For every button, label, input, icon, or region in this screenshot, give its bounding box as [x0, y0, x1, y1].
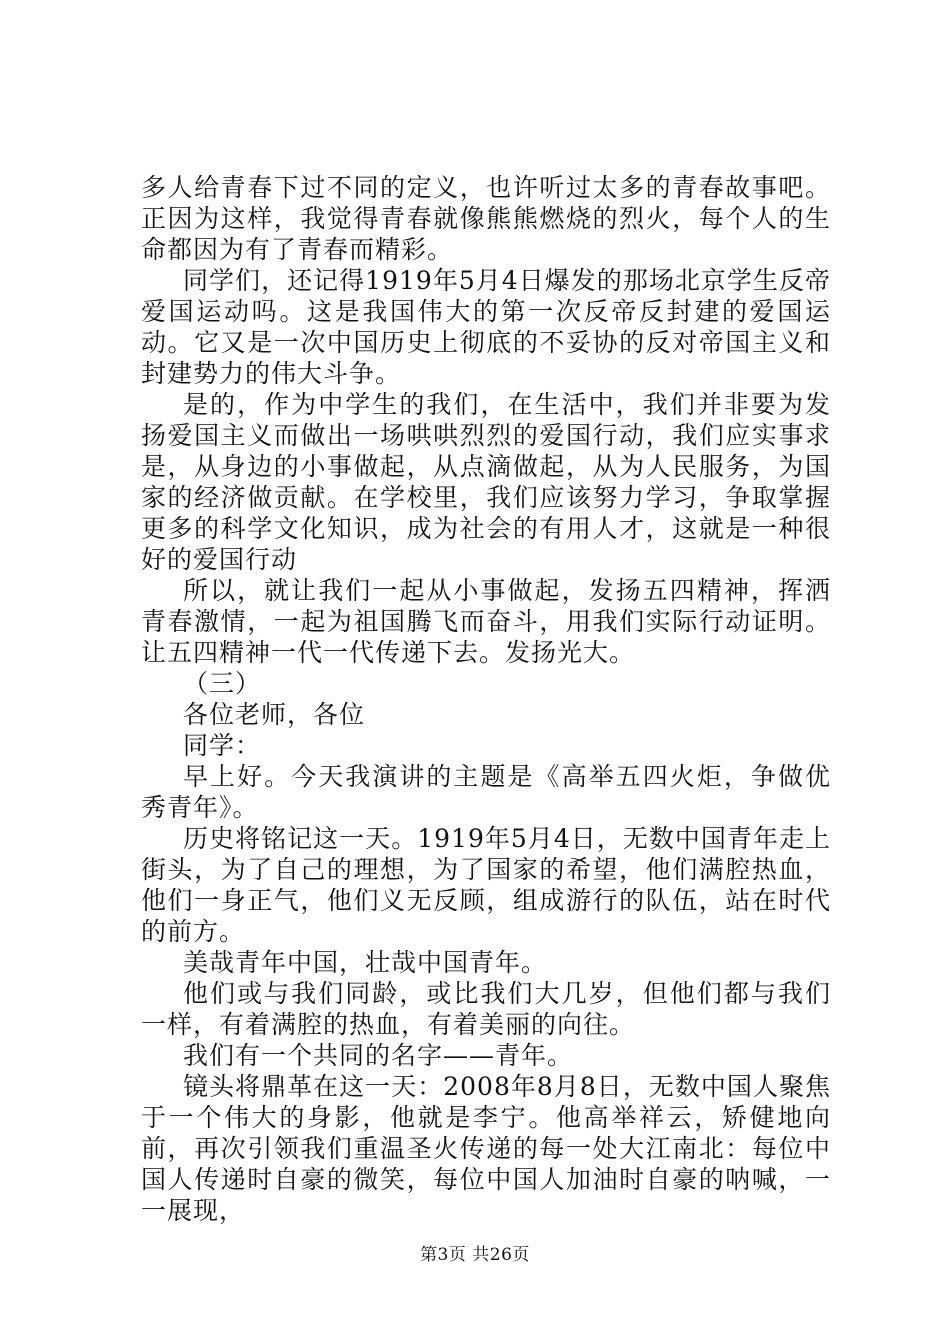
paragraph: 历史将铭记这一天。1919年5月4日，无数中国青年走上街头，为了自己的理想，为了国家的希望，他们满腔热血，他们一身正气，他们义无反顾，组成游行的队伍，站在时代的前方。 — [141, 824, 831, 946]
paragraph: 各位老师，各位 — [183, 700, 366, 729]
paragraph: 我们有一个共同的名字——青年。 — [183, 1041, 574, 1070]
paragraph: 镜头将鼎革在这一天：2008年8月8日，无数中国人聚焦于一个伟大的身影，他就是李宁。他高举祥云，矫健地向前，再次引领我们重温圣火传递的每一处大江南北：每位中国人传递时自豪的微笑，每位中国人加油时自豪的呐喊，一一展现， — [141, 1072, 831, 1225]
paragraph: 多人给青春下过不同的定义，也许听过太多的青春故事吧。正因为这样，我觉得青春就像熊熊燃烧的烈火，每个人的生命都因为有了青春而精彩。 — [141, 173, 831, 264]
paragraph: 早上好。今天我演讲的主题是《高举五四火炬，争做优秀青年》。 — [141, 762, 831, 822]
section-number: （三） — [183, 669, 262, 698]
paragraph: 是的，作为中学生的我们，在生活中，我们并非要为发扬爱国主义而做出一场哄哄烈烈的爱国行动，我们应实事求是，从身边的小事做起，从点滴做起，从为人民服务，为国家的经济做贡献。在学校里，我们应该努力学习，争取掌握更多的科学文化知识，成为社会的有用人才，这就是一种很好的爱国行动 — [141, 390, 831, 574]
paragraph: 美哉青年中国，壮哉中国青年。 — [183, 948, 548, 977]
body-text — [141, 172, 831, 1226]
paragraph: 所以，就让我们一起从小事做起，发扬五四精神，挥洒青春激情，一起为祖国腾飞而奋斗，用我们实际行动证明。让五四精神一代一代传递下去。发扬光大。 — [141, 576, 831, 667]
paragraph: 同学们，还记得1919年5月4日爆发的那场北京学生反帝爱国运动吗。这是我国伟大的第一次反帝反封建的爱国运动。它又是一次中国历史上彻底的不妥协的反对帝国主义和封建势力的伟大斗争。 — [141, 266, 831, 388]
page-number-footer: 第3页 共26页 — [420, 1245, 530, 1265]
paragraph: 同学： — [183, 731, 262, 760]
paragraph: 他们或与我们同龄，或比我们大几岁，但他们都与我们一样，有着满腔的热血，有着美丽的向往。 — [141, 979, 831, 1039]
